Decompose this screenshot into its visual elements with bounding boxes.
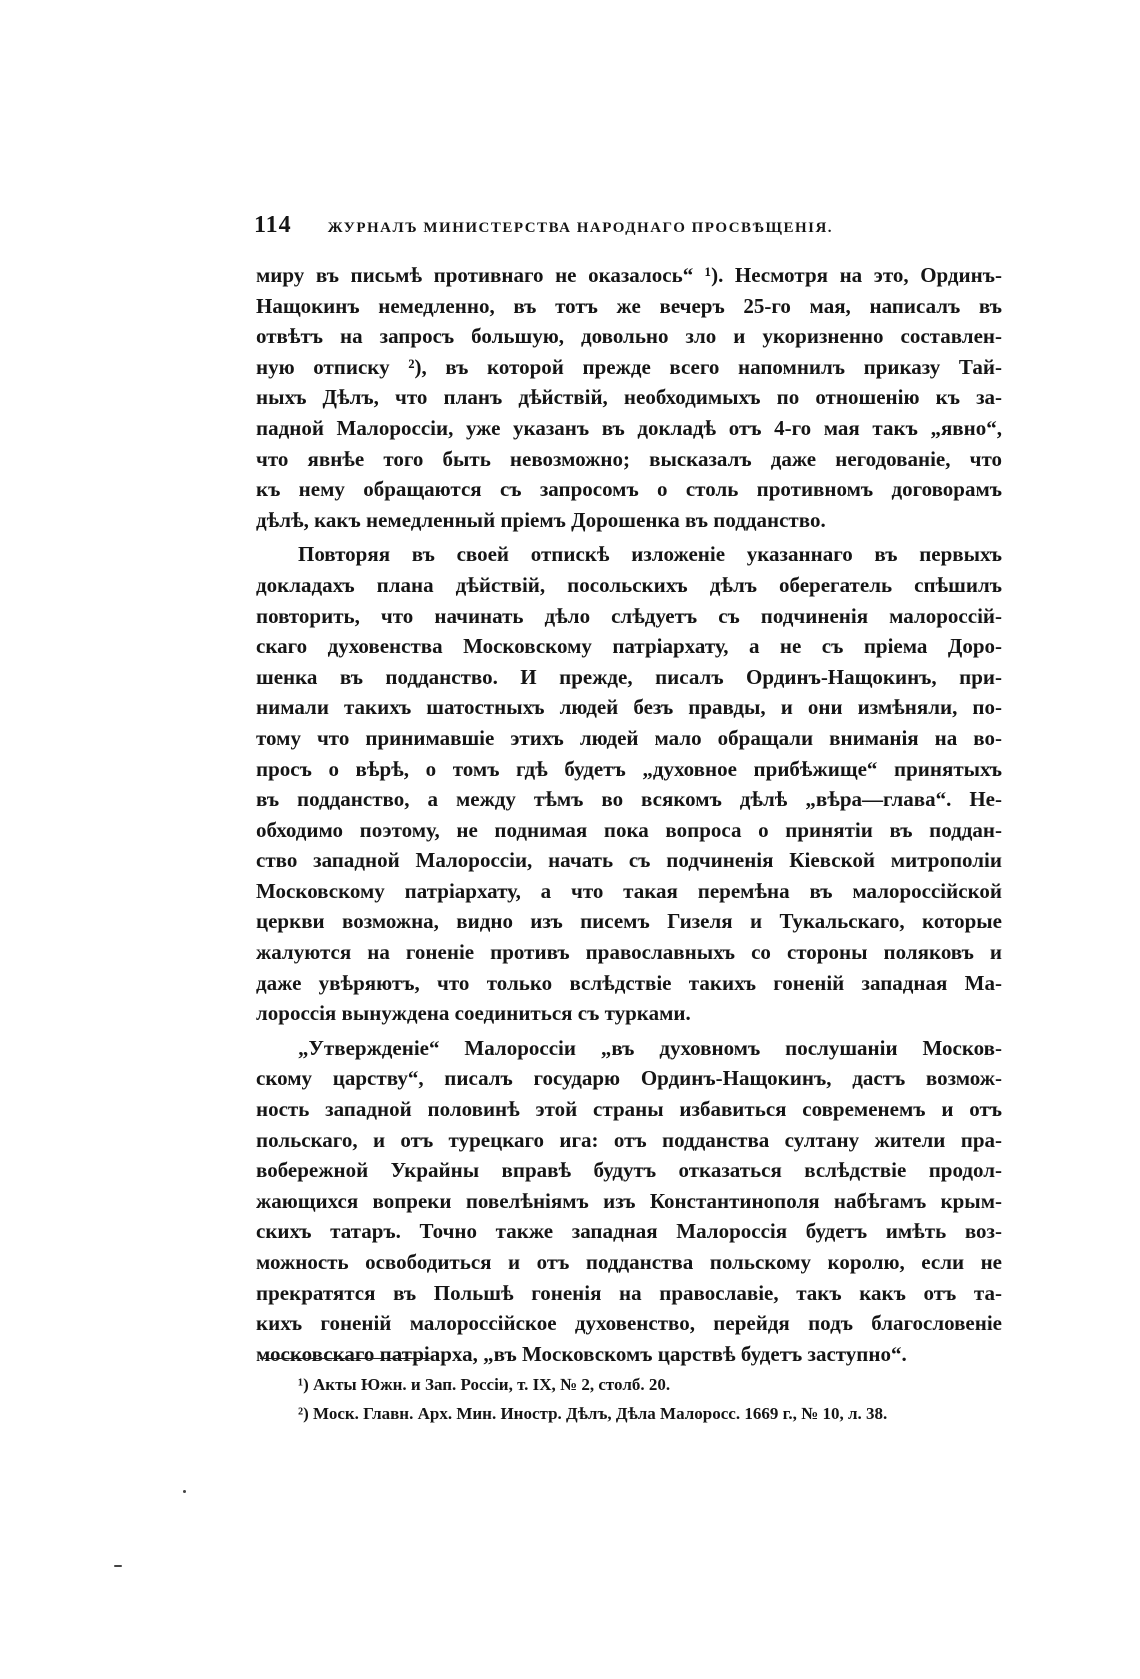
text-line: церкви возможна, видно изъ писемъ Гизеля и Тукальскаго, которые — [256, 909, 1002, 934]
footnotes — [298, 1370, 1003, 1428]
text-line: шенка въ подданство. И прежде, писалъ Ординъ-Нащокинъ, при- — [256, 664, 1002, 689]
text-line: повторить, что начинать дѣло слѣдуетъ съ подчиненія малороссій- — [256, 603, 1002, 628]
text-line: московскаго патріарха, „въ Московскомъ царствѣ будетъ заступно“. — [256, 1341, 907, 1366]
text-line: просъ о вѣрѣ, о томъ гдѣ будетъ „духовное прибѣжище“ принятыхъ — [256, 756, 1002, 781]
text-line: польскаго, и отъ турецкаго ига: отъ подданства султану жители пра- — [256, 1127, 1002, 1152]
text-line: ство западной Малороссіи, начать съ подчиненія Кіевской митрополіи — [256, 848, 1002, 873]
text-line: дѣлѣ, какъ немедленный пріемъ Дорошенка въ подданство. — [256, 507, 826, 532]
text-line: въ подданство, а между тѣмъ во всякомъ дѣлѣ „вѣра—глава“. Не- — [256, 787, 1002, 812]
text-line: къ нему обращаются съ запросомъ о столь противномъ договорамъ — [256, 477, 1002, 502]
page-header — [254, 212, 1004, 242]
running-head: ЖУРНАЛЪ МИНИСТЕРСТВА НАРОДНАГО ПРОСВѢЩЕНІЯ. — [327, 220, 834, 236]
text-line: падной Малороссіи, уже указанъ въ докладѣ отъ 4-го мая такъ „явно“, — [256, 415, 1002, 440]
text-line: лороссія вынуждена соединиться съ турками. — [256, 1001, 691, 1026]
text-line: жающихся вопреки повелѣніямъ изъ Константинополя набѣгамъ крым- — [256, 1188, 1002, 1213]
footnote: ²) Моск. Главн. Арх. Мин. Иностр. Дѣлъ, Дѣла Малоросс. 1669 г., № 10, л. 38. — [298, 1404, 888, 1423]
text-line: что явнѣе того быть невозможно; высказалъ даже негодованіе, что — [256, 446, 1002, 471]
text-line: ную отписку ²), въ которой прежде всего напомнилъ приказу Тай- — [256, 354, 1002, 379]
text-line: ныхъ Дѣлъ, что планъ дѣйствій, необходимыхъ по отношенію къ за- — [256, 385, 1002, 410]
text-line: скаго духовенства Московскому патріархату, а не съ пріема Доро- — [256, 634, 1002, 659]
text-line: докладахъ плана дѣйствій, посольскихъ дѣлъ оберегатель спѣшилъ — [256, 572, 1002, 597]
scan-speck — [183, 1490, 186, 1493]
text-line: даже увѣряютъ, что только вслѣдствіе такихъ гоненій западная Ма- — [256, 970, 1002, 995]
text-line: отвѣтъ на запросъ большую, довольно зло и укоризненно составлен- — [256, 324, 1002, 349]
text-line: обходимо поэтому, не поднимая пока вопроса о принятіи въ поддан- — [256, 817, 1002, 842]
text-line: ность западной половинѣ этой страны избавиться современемъ и отъ — [256, 1097, 1002, 1122]
page-number: 114 — [254, 212, 292, 238]
body-text — [256, 260, 1002, 1369]
text-line: скому царству“, писалъ государю Ординъ-Нащокинъ, дастъ возмож- — [256, 1066, 1002, 1091]
text-line: кихъ гоненій малороссійское духовенство, перейдя подъ благословеніе — [256, 1311, 1002, 1336]
text-line: Московскому патріархату, а что такая перемѣна въ малороссійской — [256, 878, 1002, 903]
footnote: ¹) Акты Южн. и Зап. Россіи, т. IX, № 2, столб. 20. — [298, 1375, 671, 1394]
text-line: прекратятся въ Польшѣ гоненія на православіе, такъ какъ отъ та- — [256, 1280, 1002, 1305]
text-line: можность освободиться и отъ подданства польскому королю, если не — [256, 1250, 1002, 1274]
scan-speck — [114, 1565, 122, 1567]
text-line: нимали такихъ шатостныхъ людей безъ правды, и они измѣняли, по- — [256, 695, 1002, 720]
text-line: тому что принимавшіе этихъ людей мало обращали вниманія на во- — [256, 725, 1002, 750]
text-line: Нащокинъ немедленно, въ тотъ же вечеръ 25-го мая, написалъ въ — [256, 293, 1002, 318]
text-line: жалуются на гоненіе противъ православныхъ со стороны поляковъ и — [256, 940, 1002, 965]
text-line: миру въ письмѣ противнаго не оказалось“ ¹). Несмотря на это, Ординъ- — [256, 263, 1002, 287]
footnote-divider — [260, 1358, 430, 1359]
text-line: вобережной Украйны вправѣ будутъ отказаться вслѣдствіе продол- — [256, 1158, 1002, 1183]
paragraph-first-line: „Утвержденіе“ Малороссіи „въ духовномъ послушаніи Москов- — [298, 1035, 1002, 1060]
text-line: скихъ татаръ. Точно также западная Малороссія будетъ имѣть воз- — [256, 1219, 1002, 1244]
paragraph-first-line: Повторяя въ своей отпискѣ изложеніе указаннаго въ первыхъ — [298, 542, 1002, 567]
